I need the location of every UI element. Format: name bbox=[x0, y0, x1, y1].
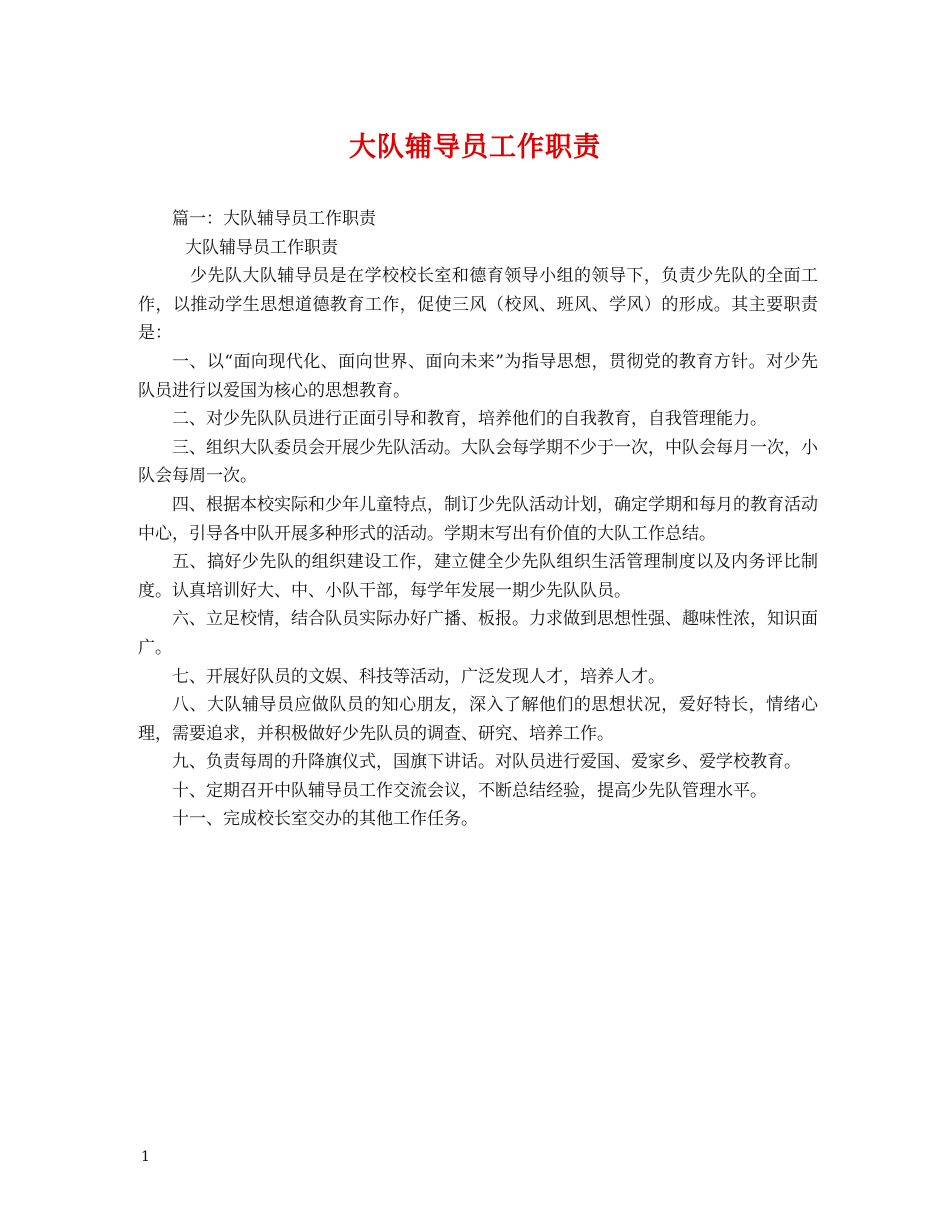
duty-item-6: 六、立足校情，结合队员实际办好广播、板报。力求做到思想性强、趣味性浓，知识面广。 bbox=[138, 609, 818, 658]
duty-item-4: 四、根据本校实际和少年儿童特点，制订少先队活动计划，确定学期和每月的教育活动中心，引导各中队开展多种形式的活动。学期末写出有价值的大队工作总结。 bbox=[138, 494, 818, 544]
page-number: 1 bbox=[141, 1149, 150, 1165]
intro-paragraph: 少先队大队辅导员是在学校校长室和德育领导小组的领导下，负责少先队的全面工作，以推动学生思想道德教育工作，促使三风（校风、班风、学风）的形成。其主要职责是： bbox=[138, 266, 818, 344]
document-title: 大队辅导员工作职责 bbox=[349, 132, 601, 163]
duty-item-2: 二、对少先队队员进行正面引导和教育，培养他们的自我教育，自我管理能力。 bbox=[172, 409, 767, 430]
duty-item-3: 三、组织大队委员会开展少先队活动。大队会每学期不少于一次，中队会每月一次，小队会每周一次。 bbox=[138, 437, 818, 487]
subheading: 大队辅导员工作职责 bbox=[185, 237, 338, 258]
duty-item-10: 十、定期召开中队辅导员工作交流会议，不断总结经验，提高少先队管理水平。 bbox=[172, 780, 767, 801]
duty-item-5: 五、搞好少先队的组织建设工作，建立健全少先队组织生活管理制度以及内务评比制度。认真培训好大、中、小队干部，每学年发展一期少先队队员。 bbox=[138, 552, 818, 601]
duty-item-7: 七、开展好队员的文娱、科技等活动，广泛发现人才，培养人才。 bbox=[172, 666, 665, 687]
document-body bbox=[138, 205, 818, 834]
section-heading: 篇一：大队辅导员工作职责 bbox=[172, 209, 376, 229]
duty-item-1: 一、以“面向现代化、面向世界、面向未来”为指导思想，贯彻党的教育方针。对少先队员进行以爱国为核心的思想教育。 bbox=[138, 351, 818, 401]
duty-item-11: 十一、完成校长室交办的其他工作任务。 bbox=[172, 809, 478, 830]
duty-item-9: 九、负责每周的升降旗仪式，国旗下讲话。对队员进行爱国、爱家乡、爱学校教育。 bbox=[172, 752, 801, 773]
duty-item-8: 八、大队辅导员应做队员的知心朋友，深入了解他们的思想状况，爱好特长，情绪心理，需要追求，并积极做好少先队员的调查、研究、培养工作。 bbox=[138, 695, 818, 744]
